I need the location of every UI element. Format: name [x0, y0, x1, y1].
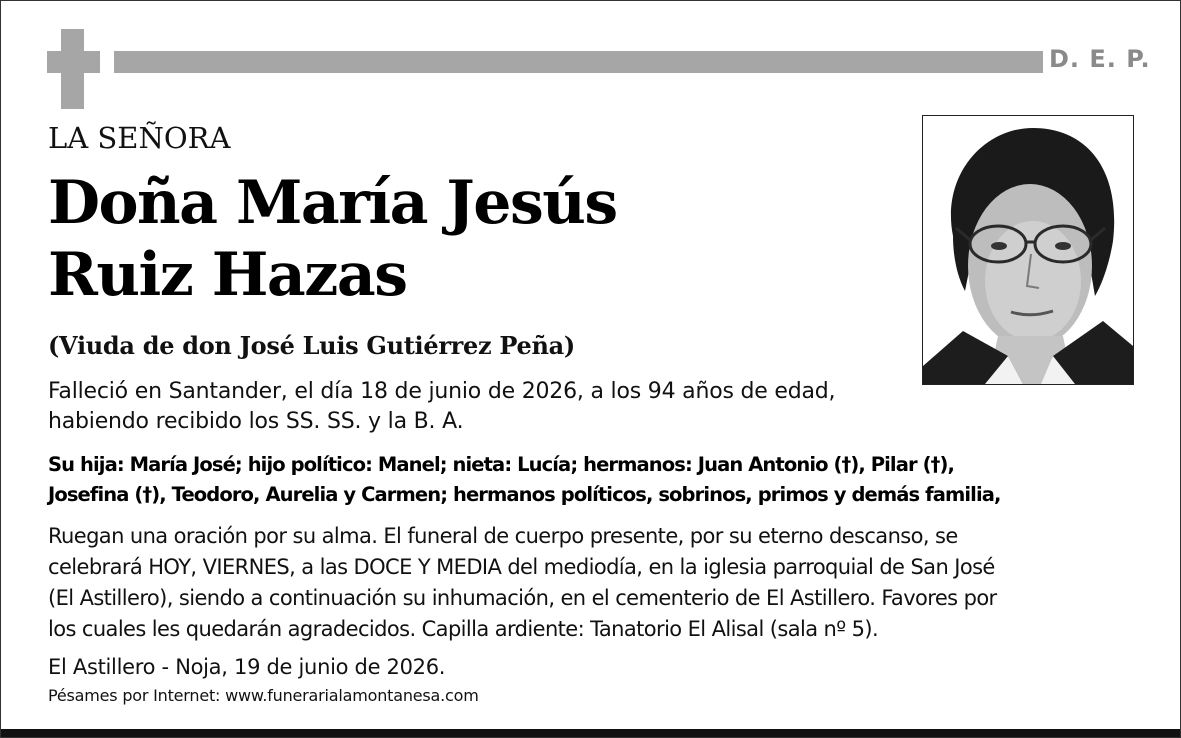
widow-of-line: (Viuda de don José Luis Gutiérrez Peña) [48, 331, 575, 360]
place-and-date: El Astillero - Noja, 19 de junio de 2026. [48, 655, 446, 679]
deceased-name-line2: Ruiz Hazas [48, 240, 407, 310]
death-announcement [48, 377, 918, 437]
title-prefix: LA SEÑORA [48, 121, 231, 155]
deceased-name-line1: Doña María Jesús [48, 168, 617, 238]
family-list [48, 450, 1148, 510]
condolences-internet: Pésames por Internet: www.funerarialamontanesa.com [48, 686, 479, 705]
death-line: Falleció en Santander, el día 18 de junio de 2026, a los 94 años de edad, [48, 379, 836, 404]
header-rule [114, 51, 1043, 73]
funeral-line: celebrará HOY, VIERNES, a las DOCE Y MEDIA del mediodía, en la iglesia parroquial de San José [48, 555, 995, 579]
funeral-line: los cuales les quedarán agradecidos. Capilla ardiente: Tanatorio El Alisal (sala nº 5). [48, 617, 879, 641]
portrait-illustration [923, 116, 1133, 384]
funeral-line: (El Astillero), siendo a continuación su inhumación, en el cementerio de El Astillero. Favores por [48, 586, 997, 610]
family-line: Su hija: María José; hijo político: Manel; nieta: Lucía; hermanos: Juan Antonio (†), Pilar (†), [48, 453, 954, 476]
bottom-border [1, 729, 1180, 737]
dep-label: D. E. P. [1049, 45, 1151, 73]
cross-icon-arm [47, 51, 100, 73]
funeral-line: Ruegan una oración por su alma. El funeral de cuerpo presente, por su eterno descanso, se [48, 524, 958, 548]
funeral-details [48, 521, 1158, 645]
family-line: Josefina (†), Teodoro, Aurelia y Carmen; hermanos políticos, sobrinos, primos y demás familia, [48, 483, 1001, 506]
portrait-photo [922, 115, 1134, 385]
death-line: habiendo recibido los SS. SS. y la B. A. [48, 409, 464, 434]
deceased-name [48, 167, 908, 311]
